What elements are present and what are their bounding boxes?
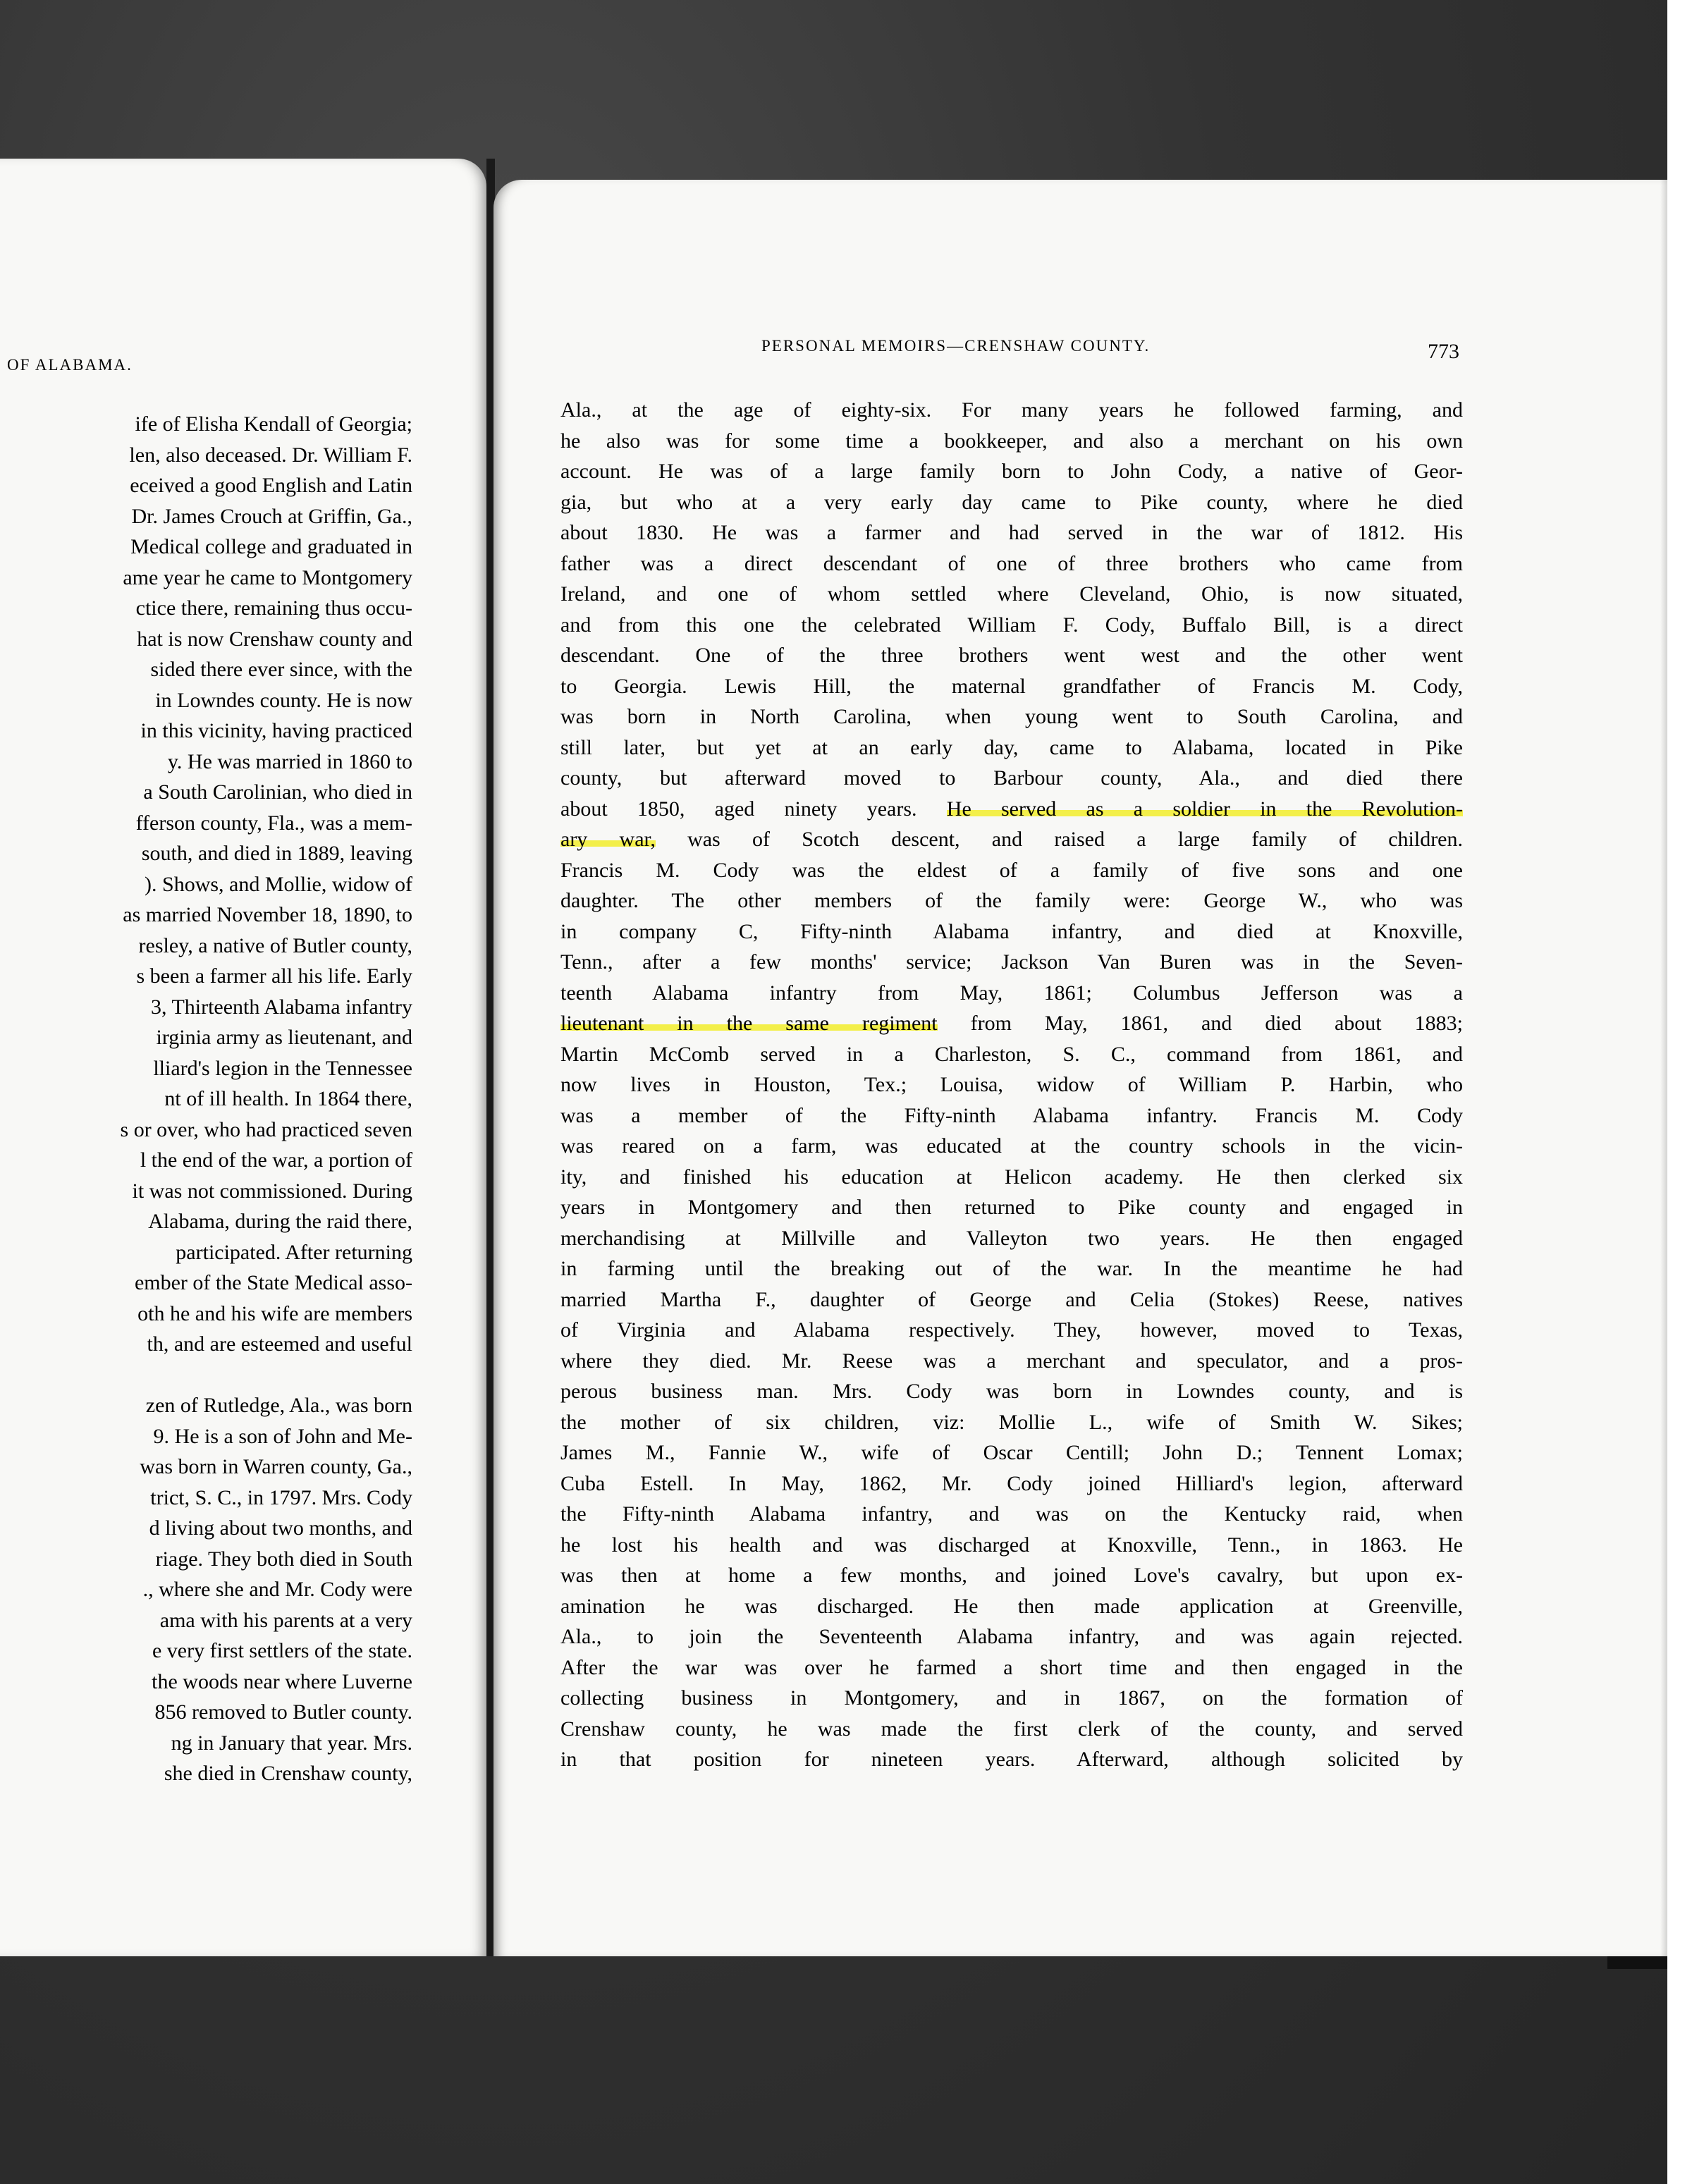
- right-text-line: [560, 732, 1463, 763]
- page-number: 773: [1428, 340, 1459, 363]
- text-run: Francis M. Cody was the eldest of a family of five sons and one: [560, 858, 1463, 882]
- right-page-text: [560, 395, 1463, 1775]
- text-run: Ireland, and one of whom settled where Cleveland, Ohio, is now situated,: [560, 582, 1463, 606]
- left-text-line: [0, 1360, 412, 1391]
- right-text-line: [560, 1346, 1463, 1377]
- text-run: the Fifty-ninth Alabama infantry, and was on the Kentucky raid, when: [560, 1502, 1463, 1526]
- text-run: from May, 1861, and died about 1883;: [937, 1012, 1463, 1035]
- text-run: gia, but who at a very early day came to Pike county, where he died: [560, 490, 1463, 514]
- text-run: ity, and finished his education at Helicon academy. He then clerked six: [560, 1165, 1463, 1189]
- text-run: After the war was over he farmed a short time and then engaged in the: [560, 1655, 1463, 1679]
- right-text-line: [560, 794, 1463, 825]
- left-text-line: Medical college and graduated in: [130, 535, 412, 558]
- left-text-line: 856 removed to Butler county.: [154, 1700, 412, 1724]
- text-run: in farming until the breaking out of the war. In the meantime he had: [560, 1257, 1463, 1280]
- right-text-line: [560, 1284, 1463, 1315]
- left-text-line: resley, a native of Butler county,: [138, 933, 412, 957]
- text-run: in that position for nineteen years. Afterward, although solicited by: [560, 1748, 1463, 1771]
- left-text-line: ember of the State Medical asso-: [134, 1271, 412, 1294]
- right-text-line: [560, 885, 1463, 916]
- text-run: perous business man. Mrs. Cody was born in Lowndes county, and is: [560, 1380, 1463, 1403]
- left-text-line: participated. After returning: [176, 1240, 412, 1264]
- right-text-line: [560, 1652, 1463, 1683]
- left-text-line: ctice there, remaining thus occu-: [135, 596, 412, 620]
- left-text-line: a South Carolinian, who died in: [143, 780, 412, 804]
- text-run: descendant. One of the three brothers went west and the other went: [560, 644, 1463, 667]
- right-text-line: [560, 1039, 1463, 1070]
- right-text-line: [560, 1530, 1463, 1561]
- left-text-line: irginia army as lieutenant, and: [156, 1026, 412, 1049]
- right-text-line: [560, 1591, 1463, 1622]
- text-run: about 1850, aged ninety years.: [560, 797, 947, 821]
- left-text-line: the woods near where Luverne: [152, 1669, 412, 1693]
- right-text-line: [560, 426, 1463, 457]
- right-text-line: [560, 1008, 1463, 1039]
- text-run: account. He was of a large family born to John Cody, a native of Geor-: [560, 460, 1463, 483]
- left-text-line: hat is now Crenshaw county and: [137, 627, 412, 651]
- text-run: daughter. The other members of the family were: George W., who was: [560, 889, 1463, 912]
- right-text-line: [560, 640, 1463, 671]
- right-text-line: [560, 1253, 1463, 1284]
- right-text-line: [560, 701, 1463, 732]
- right-text-line: [560, 978, 1463, 1009]
- left-text-line: l the end of the war, a portion of: [140, 1148, 412, 1172]
- left-text-line: in this vicinity, having practiced: [140, 719, 412, 742]
- text-run: about 1830. He was a farmer and had served in the war of 1812. His: [560, 521, 1463, 544]
- left-text-line: d living about two months, and: [149, 1516, 412, 1540]
- left-text-line: ame year he came to Montgomery: [123, 565, 412, 589]
- highlighted-text: lieutenant in the same regiment: [560, 1012, 938, 1035]
- left-text-line: ama with his parents at a very: [159, 1608, 412, 1632]
- text-run: where they died. Mr. Reese was a merchant and speculator, and a pros-: [560, 1349, 1463, 1373]
- text-run: Ala., at the age of eighty-six. For many years he followed farming, and: [560, 398, 1463, 422]
- left-text-line: she died in Crenshaw county,: [164, 1762, 412, 1785]
- text-run: to Georgia. Lewis Hill, the maternal grandfather of Francis M. Cody,: [560, 674, 1463, 698]
- right-text-line: [560, 395, 1463, 426]
- right-text-line: [560, 1744, 1463, 1775]
- text-run: Martin McComb served in a Charleston, S. C., command from 1861, and: [560, 1042, 1463, 1066]
- text-run: now lives in Houston, Tex.; Louisa, widow of William P. Harbin, who: [560, 1073, 1463, 1096]
- right-text-line: [560, 1437, 1463, 1468]
- right-text-line: [560, 1315, 1463, 1346]
- left-text-line: 3, Thirteenth Alabama infantry: [150, 995, 412, 1019]
- left-text-line: it was not commissioned. During: [132, 1179, 412, 1203]
- left-text-line: sided there ever since, with the: [150, 658, 412, 681]
- page-edge-shadow: [1660, 180, 1667, 1956]
- right-text-line: [560, 1376, 1463, 1407]
- right-text-line: [560, 1131, 1463, 1162]
- page-edge: [1607, 1956, 1667, 1969]
- right-text-line: [560, 1192, 1463, 1223]
- text-run: Cuba Estell. In May, 1862, Mr. Cody joined Hilliard's legion, afterward: [560, 1471, 1463, 1495]
- right-text-line: [560, 763, 1463, 794]
- left-text-line: south, and died in 1889, leaving: [141, 842, 412, 865]
- left-text-line: s been a farmer all his life. Early: [136, 964, 412, 988]
- right-text-line: [560, 824, 1463, 855]
- left-text-line: ., where she and Mr. Cody were: [142, 1578, 412, 1601]
- right-text-line: [560, 1621, 1463, 1652]
- left-text-line: Dr. James Crouch at Griffin, Ga.,: [131, 504, 412, 528]
- text-run: county, but afterward moved to Barbour county, Ala., and died there: [560, 766, 1463, 790]
- right-text-line: [560, 610, 1463, 641]
- text-run: of Virginia and Alabama respectively. They, however, moved to Texas,: [560, 1318, 1463, 1342]
- left-text-line: th, and are esteemed and useful: [147, 1332, 412, 1356]
- left-text-line: was born in Warren county, Ga.,: [140, 1455, 412, 1478]
- text-run: was then at home a few months, and joined Love's cavalry, but upon ex-: [560, 1564, 1463, 1587]
- text-run: the mother of six children, viz: Mollie L., wife of Smith W. Sikes;: [560, 1410, 1463, 1434]
- left-text-line: fferson county, Fla., was a mem-: [135, 811, 412, 835]
- right-text-line: [560, 487, 1463, 518]
- text-run: amination he was discharged. He then made application at Greenville,: [560, 1594, 1463, 1618]
- text-run: years in Montgomery and then returned to Pike county and engaged in: [560, 1196, 1463, 1219]
- right-text-line: [560, 947, 1463, 978]
- text-run: he lost his health and was discharged at Knoxville, Tenn., in 1863. He: [560, 1533, 1463, 1557]
- text-run: collecting business in Montgomery, and in 1867, on the formation of: [560, 1686, 1463, 1710]
- left-page-text: [0, 409, 412, 1789]
- text-run: Ala., to join the Seventeenth Alabama infantry, and was again rejected.: [560, 1625, 1463, 1648]
- left-text-line: trict, S. C., in 1797. Mrs. Cody: [150, 1485, 412, 1509]
- right-text-line: [560, 579, 1463, 610]
- left-text-line: e very first settlers of the state.: [152, 1639, 412, 1662]
- right-text-line: [560, 456, 1463, 487]
- left-text-line: oth he and his wife are members: [137, 1301, 412, 1325]
- left-text-line: y. He was married in 1860 to: [167, 749, 412, 773]
- left-text-line: 9. He is a son of John and Me-: [153, 1424, 412, 1448]
- text-run: he also was for some time a bookkeeper, and also a merchant on his own: [560, 429, 1463, 453]
- right-text-line: [560, 1223, 1463, 1254]
- right-text-line: [560, 1162, 1463, 1193]
- right-text-line: [560, 1468, 1463, 1499]
- text-run: Crenshaw county, he was made the first clerk of the county, and served: [560, 1717, 1463, 1741]
- right-text-line: [560, 671, 1463, 702]
- text-run: was reared on a farm, was educated at the country schools in the vicin-: [560, 1134, 1463, 1158]
- left-text-line: len, also deceased. Dr. William F.: [129, 443, 412, 467]
- right-text-line: [560, 1407, 1463, 1438]
- left-text-line: ife of Elisha Kendall of Georgia;: [135, 412, 412, 436]
- left-text-line: zen of Rutledge, Ala., was born: [145, 1394, 412, 1417]
- right-text-line: [560, 916, 1463, 947]
- left-text-line: lliard's legion in the Tennessee: [153, 1056, 412, 1080]
- right-text-line: [560, 1560, 1463, 1591]
- right-text-line: [560, 1100, 1463, 1131]
- right-text-line: [560, 1069, 1463, 1100]
- right-text-line: [560, 1499, 1463, 1530]
- right-running-head: PERSONAL MEMOIRS—CRENSHAW COUNTY.: [761, 337, 1151, 355]
- right-text-line: [560, 517, 1463, 548]
- right-text-line: [560, 1714, 1463, 1745]
- left-text-line: s or over, who had practiced seven: [120, 1117, 412, 1141]
- text-run: married Martha F., daughter of George and Celia (Stokes) Reese, natives: [560, 1287, 1463, 1311]
- left-text-line: as married November 18, 1890, to: [123, 903, 412, 926]
- left-text-line: Alabama, during the raid there,: [148, 1210, 412, 1233]
- highlighted-text: He served as a soldier in the Revolution-: [946, 797, 1463, 821]
- left-text-line: ). Shows, and Mollie, widow of: [145, 872, 412, 896]
- left-text-line: in Lowndes county. He is now: [155, 688, 412, 712]
- right-text-line: [560, 1683, 1463, 1714]
- left-text-line: nt of ill health. In 1864 there,: [164, 1087, 412, 1110]
- text-run: in company C, Fifty-ninth Alabama infantry, and died at Knoxville,: [560, 919, 1463, 943]
- text-run: James M., Fannie W., wife of Oscar Centill; John D.; Tennent Lomax;: [560, 1441, 1463, 1464]
- text-run: merchandising at Millville and Valleyton two years. He then engaged: [560, 1226, 1463, 1250]
- left-running-head: OF ALABAMA.: [7, 356, 133, 374]
- text-run: was of Scotch descent, and raised a large family of children.: [655, 828, 1463, 851]
- right-text-line: [560, 548, 1463, 579]
- text-run: teenth Alabama infantry from May, 1861; Columbus Jefferson was a: [560, 981, 1463, 1005]
- text-run: still later, but yet at an early day, came to Alabama, located in Pike: [560, 735, 1463, 759]
- scan-margin: [1667, 0, 1692, 2184]
- text-run: was born in North Carolina, when young went to South Carolina, and: [560, 705, 1463, 728]
- text-run: Tenn., after a few months' service; Jackson Van Buren was in the Seven-: [560, 950, 1463, 974]
- left-text-line: ng in January that year. Mrs.: [171, 1731, 412, 1755]
- text-run: and from this one the celebrated William F. Cody, Buffalo Bill, is a direct: [560, 613, 1463, 637]
- left-text-line: eceived a good English and Latin: [130, 474, 412, 497]
- text-run: was a member of the Fifty-ninth Alabama infantry. Francis M. Cody: [560, 1103, 1463, 1127]
- right-text-line: [560, 855, 1463, 886]
- highlighted-text: ary war,: [560, 828, 656, 851]
- text-run: father was a direct descendant of one of three brothers who came from: [560, 551, 1463, 575]
- left-text-line: riage. They both died in South: [155, 1547, 412, 1571]
